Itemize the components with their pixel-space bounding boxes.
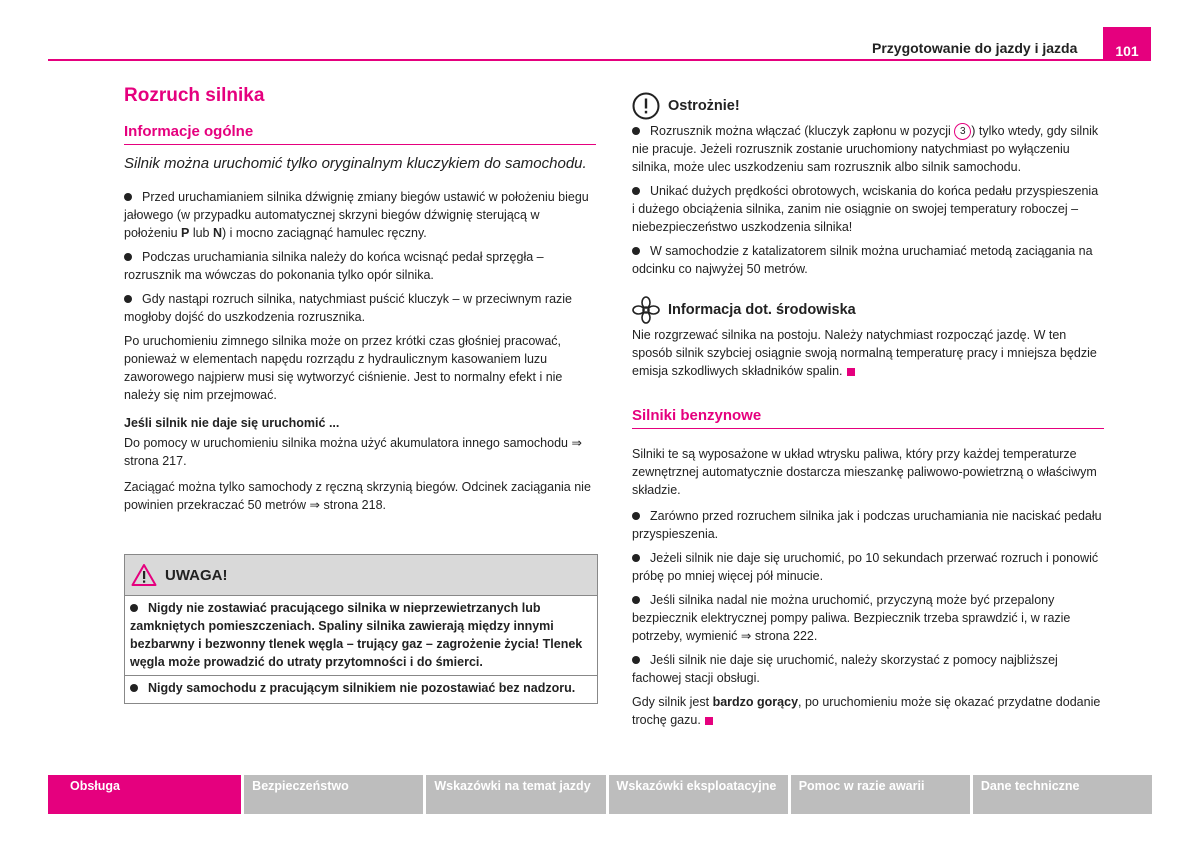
warning-body bbox=[125, 596, 597, 703]
chapter-title: Rozruch silnika bbox=[124, 85, 265, 106]
section-title-petrol: Silniki benzynowe bbox=[632, 406, 1104, 429]
end-square-icon bbox=[705, 717, 713, 725]
end-square-icon bbox=[847, 368, 855, 376]
list-item: Podczas uruchamiania silnika należy do końca wcisnąć pedał sprzęgła – rozrusznik ma wówczas do pokonania tylko opór silnika. bbox=[124, 250, 544, 282]
paragraph: Zaciągać można tylko samochody z ręczną skrzynią biegów. Odcinek zaciągania nie powinien przekraczać 50 metrów ⇒ strona 218. bbox=[124, 480, 591, 512]
bullet-icon bbox=[632, 187, 640, 195]
divider bbox=[125, 675, 597, 676]
bullet-icon bbox=[632, 247, 640, 255]
bullet-icon bbox=[632, 596, 640, 604]
bullet-icon bbox=[130, 684, 138, 692]
bullet-icon bbox=[632, 656, 640, 664]
arrow-icon: ⇒ bbox=[571, 435, 582, 450]
tab-wskazowki-eksploatacyjne[interactable]: Wskazówki eksploatacyjne bbox=[609, 775, 788, 814]
paragraph: Silniki te są wyposażone w układ wtrysku paliwa, który przy każdej temperaturze zewnętrznej automatycznie dostarcza mieszankę paliwowo-powietrzną o właściwym składzie. bbox=[632, 447, 1097, 498]
paragraph: Po uruchomieniu zimnego silnika może on przez krótki czas głośniej pracować, ponieważ w elementach napędu rozrządu z hydraulicznym kasowaniem luzu zaworowego najpierw musi się wytworzyć ciśnienie. Jest to normalny efekt i nie należy się nim przejmować. bbox=[124, 334, 563, 402]
paragraph: Nie rozgrzewać silnika na postoju. Należy natychmiast rozpocząć jazdę. W ten sposób silnik szybciej osiągnie swoją normalną temperaturę pracy i mniejsza będzie emisja szkodliwych składników spalin. bbox=[632, 328, 1097, 379]
key-position-icon: 3 bbox=[954, 123, 971, 140]
list-item: Jeśli silnik nie daje się uruchomić, należy skorzystać z pomocy najbliższej fachowej stacji obsługi. bbox=[632, 653, 1058, 686]
subheading: Jeśli silnik nie daje się uruchomić ... bbox=[124, 416, 340, 430]
header-rule bbox=[48, 59, 1151, 61]
page-reference[interactable]: strona 218. bbox=[323, 498, 387, 512]
warning-triangle-icon bbox=[131, 563, 157, 587]
environment-title: Informacja dot. środowiska bbox=[668, 302, 856, 319]
exclamation-circle-icon bbox=[632, 92, 660, 120]
bullet-icon bbox=[632, 554, 640, 562]
bullet-icon bbox=[124, 253, 132, 261]
caution-title: Ostrożnie! bbox=[668, 98, 740, 114]
bullet-icon bbox=[130, 604, 138, 612]
left-column bbox=[124, 84, 596, 522]
list-item: Rozrusznik można włączać (kluczyk zapłonu w pozycji 3 ) tylko wtedy, gdy silnik nie pracuje. Jeżeli rozrusznik zostanie uruchomiony natychmiast po wyłączeniu silnika, może ulec uszkodzeniu sam rozrusznik albo silnik samochodu. bbox=[632, 124, 1099, 175]
warning-title: UWAGA! bbox=[165, 566, 228, 584]
tab-bezpieczenstwo[interactable]: Bezpieczeństwo bbox=[244, 775, 423, 814]
list-item: Przed uruchamianiem silnika dźwignię zmiany biegów ustawić w położeniu biegu jałowego (w przypadku automatycznej skrzyni biegów dźwignię sterującą w położeniu P lub N) i mocno zaciągnąć hamulec ręczny. bbox=[124, 190, 589, 240]
warning-header bbox=[125, 555, 597, 596]
environment-header bbox=[632, 296, 1104, 324]
list-item: Nigdy nie zostawiać pracującego silnika w nieprzewietrzanych lub zamkniętych pomieszczeniach. Spaliny silnika zawierają między innymi bezbarwny i bezwonny tlenek węgla – trujący gaz – zagrożenie życia! Tlenek węgla może prowadzić do utraty przytomności i do śmierci. bbox=[130, 601, 583, 669]
list-item: Jeśli silnika nadal nie można uruchomić, przyczyną może być przepalony bezpiecznik elektrycznej pompy paliwa. Bezpiecznik trzeba sprawdzić i, w razie potrzeby, wymienić ⇒ strona 222. bbox=[632, 593, 1071, 644]
page-reference[interactable]: strona 217. bbox=[124, 454, 187, 468]
right-column bbox=[632, 92, 1104, 737]
list-item: W samochodzie z katalizatorem silnik można uruchamiać metodą zaciągania na odcinku co najwyżej 50 metrów. bbox=[632, 244, 1093, 277]
page-number: 101 bbox=[1103, 27, 1151, 61]
bullet-icon bbox=[632, 512, 640, 520]
warning-box bbox=[124, 554, 598, 704]
list-item: Unikać dużych prędkości obrotowych, wciskania do końca pedału przyspieszenia i dużego obciążenia silnika, zanim nie osiągnie on swojej temperatury roboczej – niebezpieczeństwo uszkodzenia silnika! bbox=[632, 184, 1099, 235]
paragraph: Do pomocy w uruchomieniu silnika można użyć akumulatora innego samochodu ⇒ strona 217. bbox=[124, 435, 582, 468]
caution-header bbox=[632, 92, 1104, 120]
tab-obsluga[interactable]: Obsługa bbox=[48, 775, 241, 814]
list-item: Nigdy samochodu z pracującym silnikiem nie pozostawiać bez nadzoru. bbox=[130, 679, 591, 697]
tab-wskazowki-jazdy[interactable]: Wskazówki na temat jazdy bbox=[426, 775, 605, 814]
flower-icon bbox=[632, 296, 660, 324]
arrow-icon: ⇒ bbox=[740, 628, 752, 644]
tab-pomoc-awarii[interactable]: Pomoc w razie awarii bbox=[791, 775, 970, 814]
bullet-icon bbox=[124, 193, 132, 201]
section-title-general: Informacje ogólne bbox=[124, 122, 596, 145]
list-item: Jeżeli silnik nie daje się uruchomić, po 10 sekundach przerwać rozruch i ponowić próbę po mniej więcej pół minucie. bbox=[632, 551, 1099, 584]
lead-text: Silnik można uruchomić tylko oryginalnym kluczykiem do samochodu. bbox=[124, 155, 587, 172]
list-item: Zarówno przed rozruchem silnika jak i podczas uruchamiania nie naciskać pedału przyspieszenia. bbox=[632, 509, 1102, 542]
chapter-tabs bbox=[48, 775, 1152, 814]
bullet-icon bbox=[124, 295, 132, 303]
tab-dane-techniczne[interactable]: Dane techniczne bbox=[973, 775, 1152, 814]
paragraph: Gdy silnik jest bardzo gorący, po uruchomieniu może się okazać przydatne dodanie trochę gazu. bbox=[632, 695, 1101, 728]
list-item: Gdy nastąpi rozruch silnika, natychmiast puścić kluczyk – w przeciwnym razie mogłoby dojść do uszkodzenia rozrusznika. bbox=[124, 292, 573, 324]
bullet-icon bbox=[632, 127, 640, 135]
running-header: Przygotowanie do jazdy i jazda bbox=[872, 40, 1078, 56]
arrow-icon: ⇒ bbox=[309, 497, 320, 512]
page-reference[interactable]: strona 222. bbox=[754, 629, 818, 644]
